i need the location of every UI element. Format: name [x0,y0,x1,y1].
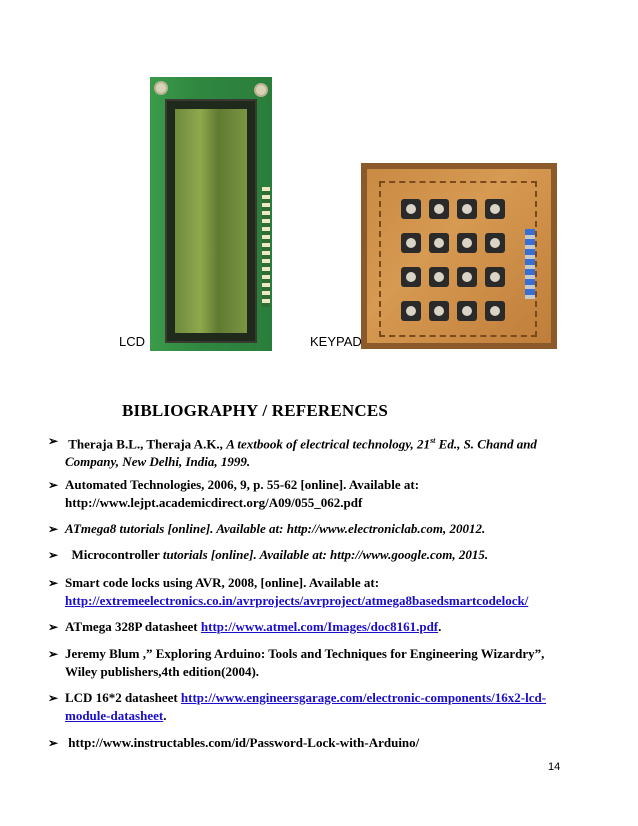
mounting-hole-icon [254,83,268,97]
keypad-key [485,199,505,219]
lcd-photo [150,77,272,351]
reference-item [48,546,565,564]
ref-rest: tutorials [online]. Available at: http://www.google.com, 2015. [162,547,489,562]
reference-item [48,734,565,752]
page-number: 14 [548,761,561,773]
arrow-bullet-icon: ➢ [48,647,59,661]
ref-superscript: st [430,436,436,445]
ref-line: Wiley publishers,4th edition(2004). [65,664,260,679]
keypad-key [429,233,449,253]
arrow-bullet-icon: ➢ [48,620,59,634]
reference-item [48,689,565,725]
keypad-key [429,301,449,321]
keypad-photo [361,163,557,349]
keypad-key [401,301,421,321]
ref-line: ATmega8 tutorials [online]. Available at: http://www.electroniclab.com, 20012. [65,521,486,536]
ref-title: A textbook of electrical technology, 21 [226,436,431,452]
ref-authors: Theraja B.L., Theraja A.K., [68,436,227,452]
lcd-screen [165,99,257,343]
keypad-key [401,233,421,253]
lcd-caption: LCD [119,334,146,349]
ref-line: Company, New Delhi, India, 1999. [65,454,251,470]
keypad-key [457,301,477,321]
keypad-key [485,267,505,287]
arrow-bullet-icon: ➢ [48,576,59,590]
ref-link[interactable]: http://www.engineersgarage.com/electronic-components/16x2-lcd- [180,690,547,705]
keypad-key [429,199,449,219]
ref-link[interactable]: module-datasheet [65,708,164,723]
ref-tail: . [163,708,167,723]
ref-link[interactable]: http://extremeelectronics.co.in/avrprojects/avrproject/atmega8basedsmartcodelock/ [65,593,529,608]
ref-line: http://www.lejpt.academicdirect.org/A09/055_062.pdf [65,495,363,510]
keypad-key [401,267,421,287]
reference-item [48,574,565,610]
ref-lead: Microcontroller [71,547,163,562]
mounting-hole-icon [154,81,168,95]
keypad-key [457,199,477,219]
ref-title-rest: Ed., S. Chand and [435,436,537,452]
arrow-bullet-icon: ➢ [48,736,59,750]
ref-lead: ATmega 328P datasheet [65,619,201,634]
reference-item [48,520,565,538]
reference-item [48,645,565,681]
keypad-key [457,267,477,287]
ref-line: Jeremy Blum ,” Exploring Arduino: Tools and Techniques for Engineering Wizardry”, [65,646,545,661]
reference-item [48,476,565,512]
bibliography-heading: BIBLIOGRAPHY / REFERENCES [122,401,389,420]
keypad-key [457,233,477,253]
ref-lead: LCD 16*2 datasheet [65,690,181,705]
ref-tail: . [438,619,442,634]
reference-item [48,618,565,636]
lcd-glass [175,109,247,333]
ref-link[interactable]: http://www.atmel.com/Images/doc8161.pdf [200,619,439,634]
keypad-key [429,267,449,287]
lcd-header-pins [262,187,270,307]
keypad-key [485,301,505,321]
keypad-connector-pins [525,229,535,299]
arrow-bullet-icon: ➢ [48,434,59,448]
ref-line: http://www.instructables.com/id/Password-Lock-with-Arduino/ [68,735,420,750]
reference-item [48,432,565,471]
arrow-bullet-icon: ➢ [48,478,59,492]
arrow-bullet-icon: ➢ [48,522,59,536]
keypad-key [401,199,421,219]
arrow-bullet-icon: ➢ [48,548,59,562]
keypad-board [367,169,551,343]
ref-line: Smart code locks using AVR, 2008, [online]. Available at: [65,575,380,590]
arrow-bullet-icon: ➢ [48,691,59,705]
keypad-caption: KEYPAD [310,334,362,349]
keypad-key [485,233,505,253]
ref-line: Automated Technologies, 2006, 9, p. 55-62 [online]. Available at: [65,477,420,492]
